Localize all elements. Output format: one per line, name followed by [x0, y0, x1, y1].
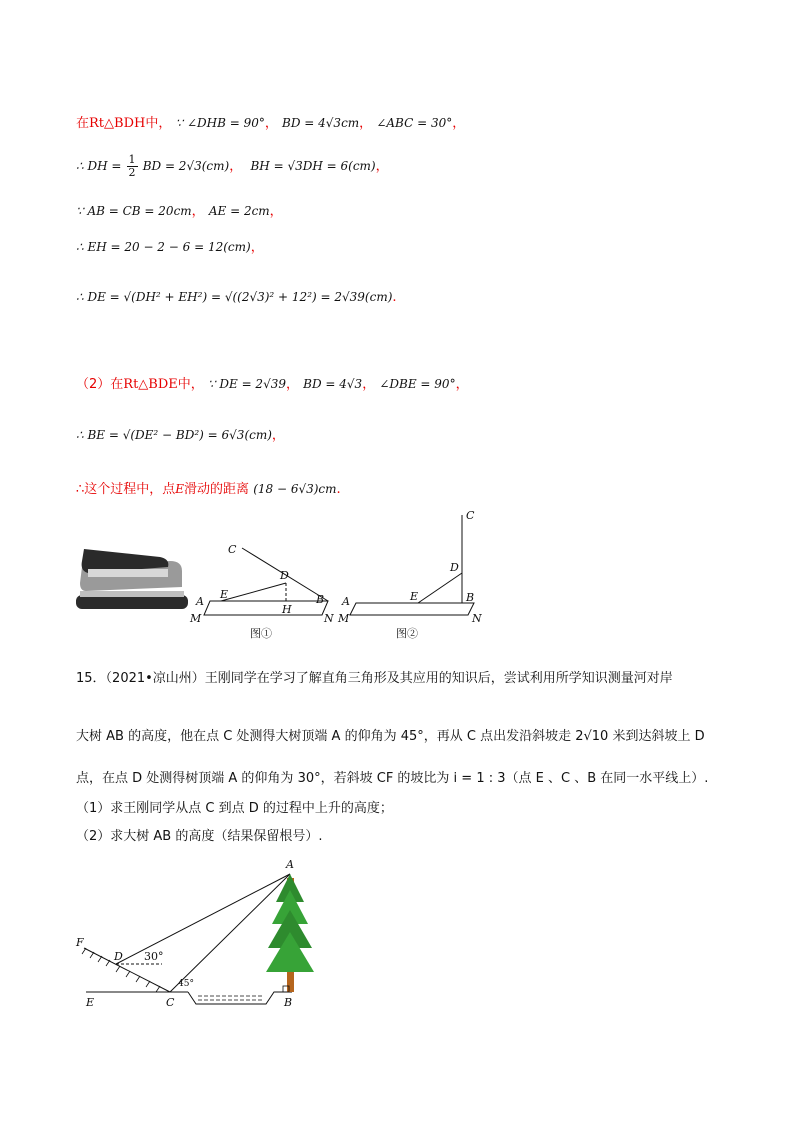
math-bh: BH = √3DH = 6(cm) [250, 159, 376, 173]
math-dh: ∴ DH = [76, 159, 122, 173]
solution-line-6: （2）在Rt△BDE中， ∵ DE = 2√39， BD = 4√3， ∠DBE = 90°， [76, 377, 469, 392]
label-a: A [196, 595, 204, 608]
problem-15-question-1: （1）求王刚同学从点 C 到点 D 的过程中上升的高度； [76, 801, 393, 816]
label-d-2: D [450, 561, 459, 574]
conclusion-text: ∴这个过程中，点 [76, 482, 176, 497]
label-c-3: C [166, 996, 175, 1009]
solution-line-1: 在Rt△BDH中， ∵ ∠DHB = 90°， BD = 4√3cm， ∠ABC = 30°， [76, 116, 466, 131]
math-angle-dhb: ∵ ∠DHB = 90° [175, 116, 265, 130]
label-e-2: E [410, 590, 419, 603]
label-a-2: A [342, 595, 350, 608]
part-2-label: （2）在 [76, 377, 124, 392]
label-m: M [190, 612, 202, 625]
label-b: B [316, 593, 325, 606]
problem-15-line-2: 大树 AB 的高度，他在点 C 处测得大树顶端 A 的仰角为 45°，再从 C 点出发沿斜坡走 2√10 米到达斜坡上 D [76, 729, 705, 744]
math-angle-dbe: ∠DBE = 90° [379, 377, 456, 391]
math-ab-cb: ∵ AB = CB = 20cm [76, 204, 192, 218]
label-c-2: C [466, 509, 475, 522]
figure-2-caption: 图② [396, 627, 418, 640]
stapler-photo [76, 549, 188, 609]
river-water [198, 996, 264, 1000]
stapler-figures [70, 505, 510, 645]
figure-1-labels [189, 543, 334, 625]
solution-line-8: ∴这个过程中，点E滑动的距离 (18 − 6√3)cm. [76, 482, 341, 497]
text-mid: 中， [145, 116, 172, 131]
tree [266, 874, 314, 992]
solution-line-3: ∵ AB = CB = 20cm， AE = 2cm， [76, 204, 283, 219]
solution-line-5: ∴ DE = √(DH² + EH²) = √((2√3)² + 12²) = 2√39(cm). [76, 290, 397, 305]
problem-15-question-2: （2）求大树 AB 的高度（结果保留根号）. [76, 829, 323, 844]
tree-slope-figure [70, 852, 330, 1017]
label-c: C [228, 543, 237, 556]
figure-3-labels [75, 858, 294, 1009]
problem-15-line-1: 15．（2021•凉山州）王刚同学在学习了解直角三角形及其应用的知识后，尝试利用所学知识测量河对岸 [76, 671, 673, 686]
math-be: ∴ BE = √(DE² − BD²) = 6√3(cm) [76, 428, 272, 442]
label-h: H [282, 603, 292, 616]
math-bd-2: BD = 4√3 [303, 377, 363, 391]
fraction-half: $\frac{1}{2}$ [128, 153, 136, 179]
figure-1 [204, 548, 328, 615]
triangle-name: Rt△BDH [89, 116, 146, 131]
math-bd: BD = 4√3cm [282, 116, 360, 130]
label-f-3: F [76, 936, 84, 949]
label-b-3: B [284, 996, 293, 1009]
figure-1-caption: 图① [250, 627, 272, 640]
problem-15-line-3: 点，在点 D 处测得树顶端 A 的仰角为 30°，若斜坡 CF 的坡比为 i = 1 : 3（点 E 、C 、B 在同一水平线上）. [76, 771, 709, 786]
math-de: ∴ DE = √(DH² + EH²) = √((2√3)² + 12²) = 2√39(cm) [76, 290, 393, 304]
math-distance: (18 − 6√3)cm [253, 482, 337, 496]
label-a-3: A [286, 858, 294, 871]
figure-2-labels [337, 509, 482, 625]
text-prefix: 在 [76, 116, 90, 131]
label-d: D [280, 569, 289, 582]
label-n-2: N [472, 612, 482, 625]
label-e: E [220, 588, 229, 601]
label-b-2: B [466, 591, 475, 604]
math-angle-abc: ∠ABC = 30° [376, 116, 453, 130]
label-30deg: 30° [144, 950, 164, 963]
label-d-3: D [114, 950, 123, 963]
label-m-2: M [338, 612, 350, 625]
label-e-3: E [86, 996, 95, 1009]
math-ae: AE = 2cm [208, 204, 270, 218]
label-n: N [324, 612, 334, 625]
solution-line-2: ∴ DH = $\frac{1}{2}$ BD = 2√3(cm)， BH = √3DH = 6(cm)， [76, 153, 389, 179]
triangle-name-2: Rt△BDE [123, 377, 178, 392]
solution-line-4: ∴ EH = 20 − 2 − 6 = 12(cm)， [76, 240, 264, 255]
math-dh-value: BD = 2√3(cm) [142, 159, 230, 173]
solution-line-7: ∴ BE = √(DE² − BD²) = 6√3(cm)， [76, 428, 285, 443]
math-eh: ∴ EH = 20 − 2 − 6 = 12(cm) [76, 240, 251, 254]
label-45deg: 45° [178, 979, 194, 989]
math-de-2: ∵ DE = 2√39 [207, 377, 286, 391]
